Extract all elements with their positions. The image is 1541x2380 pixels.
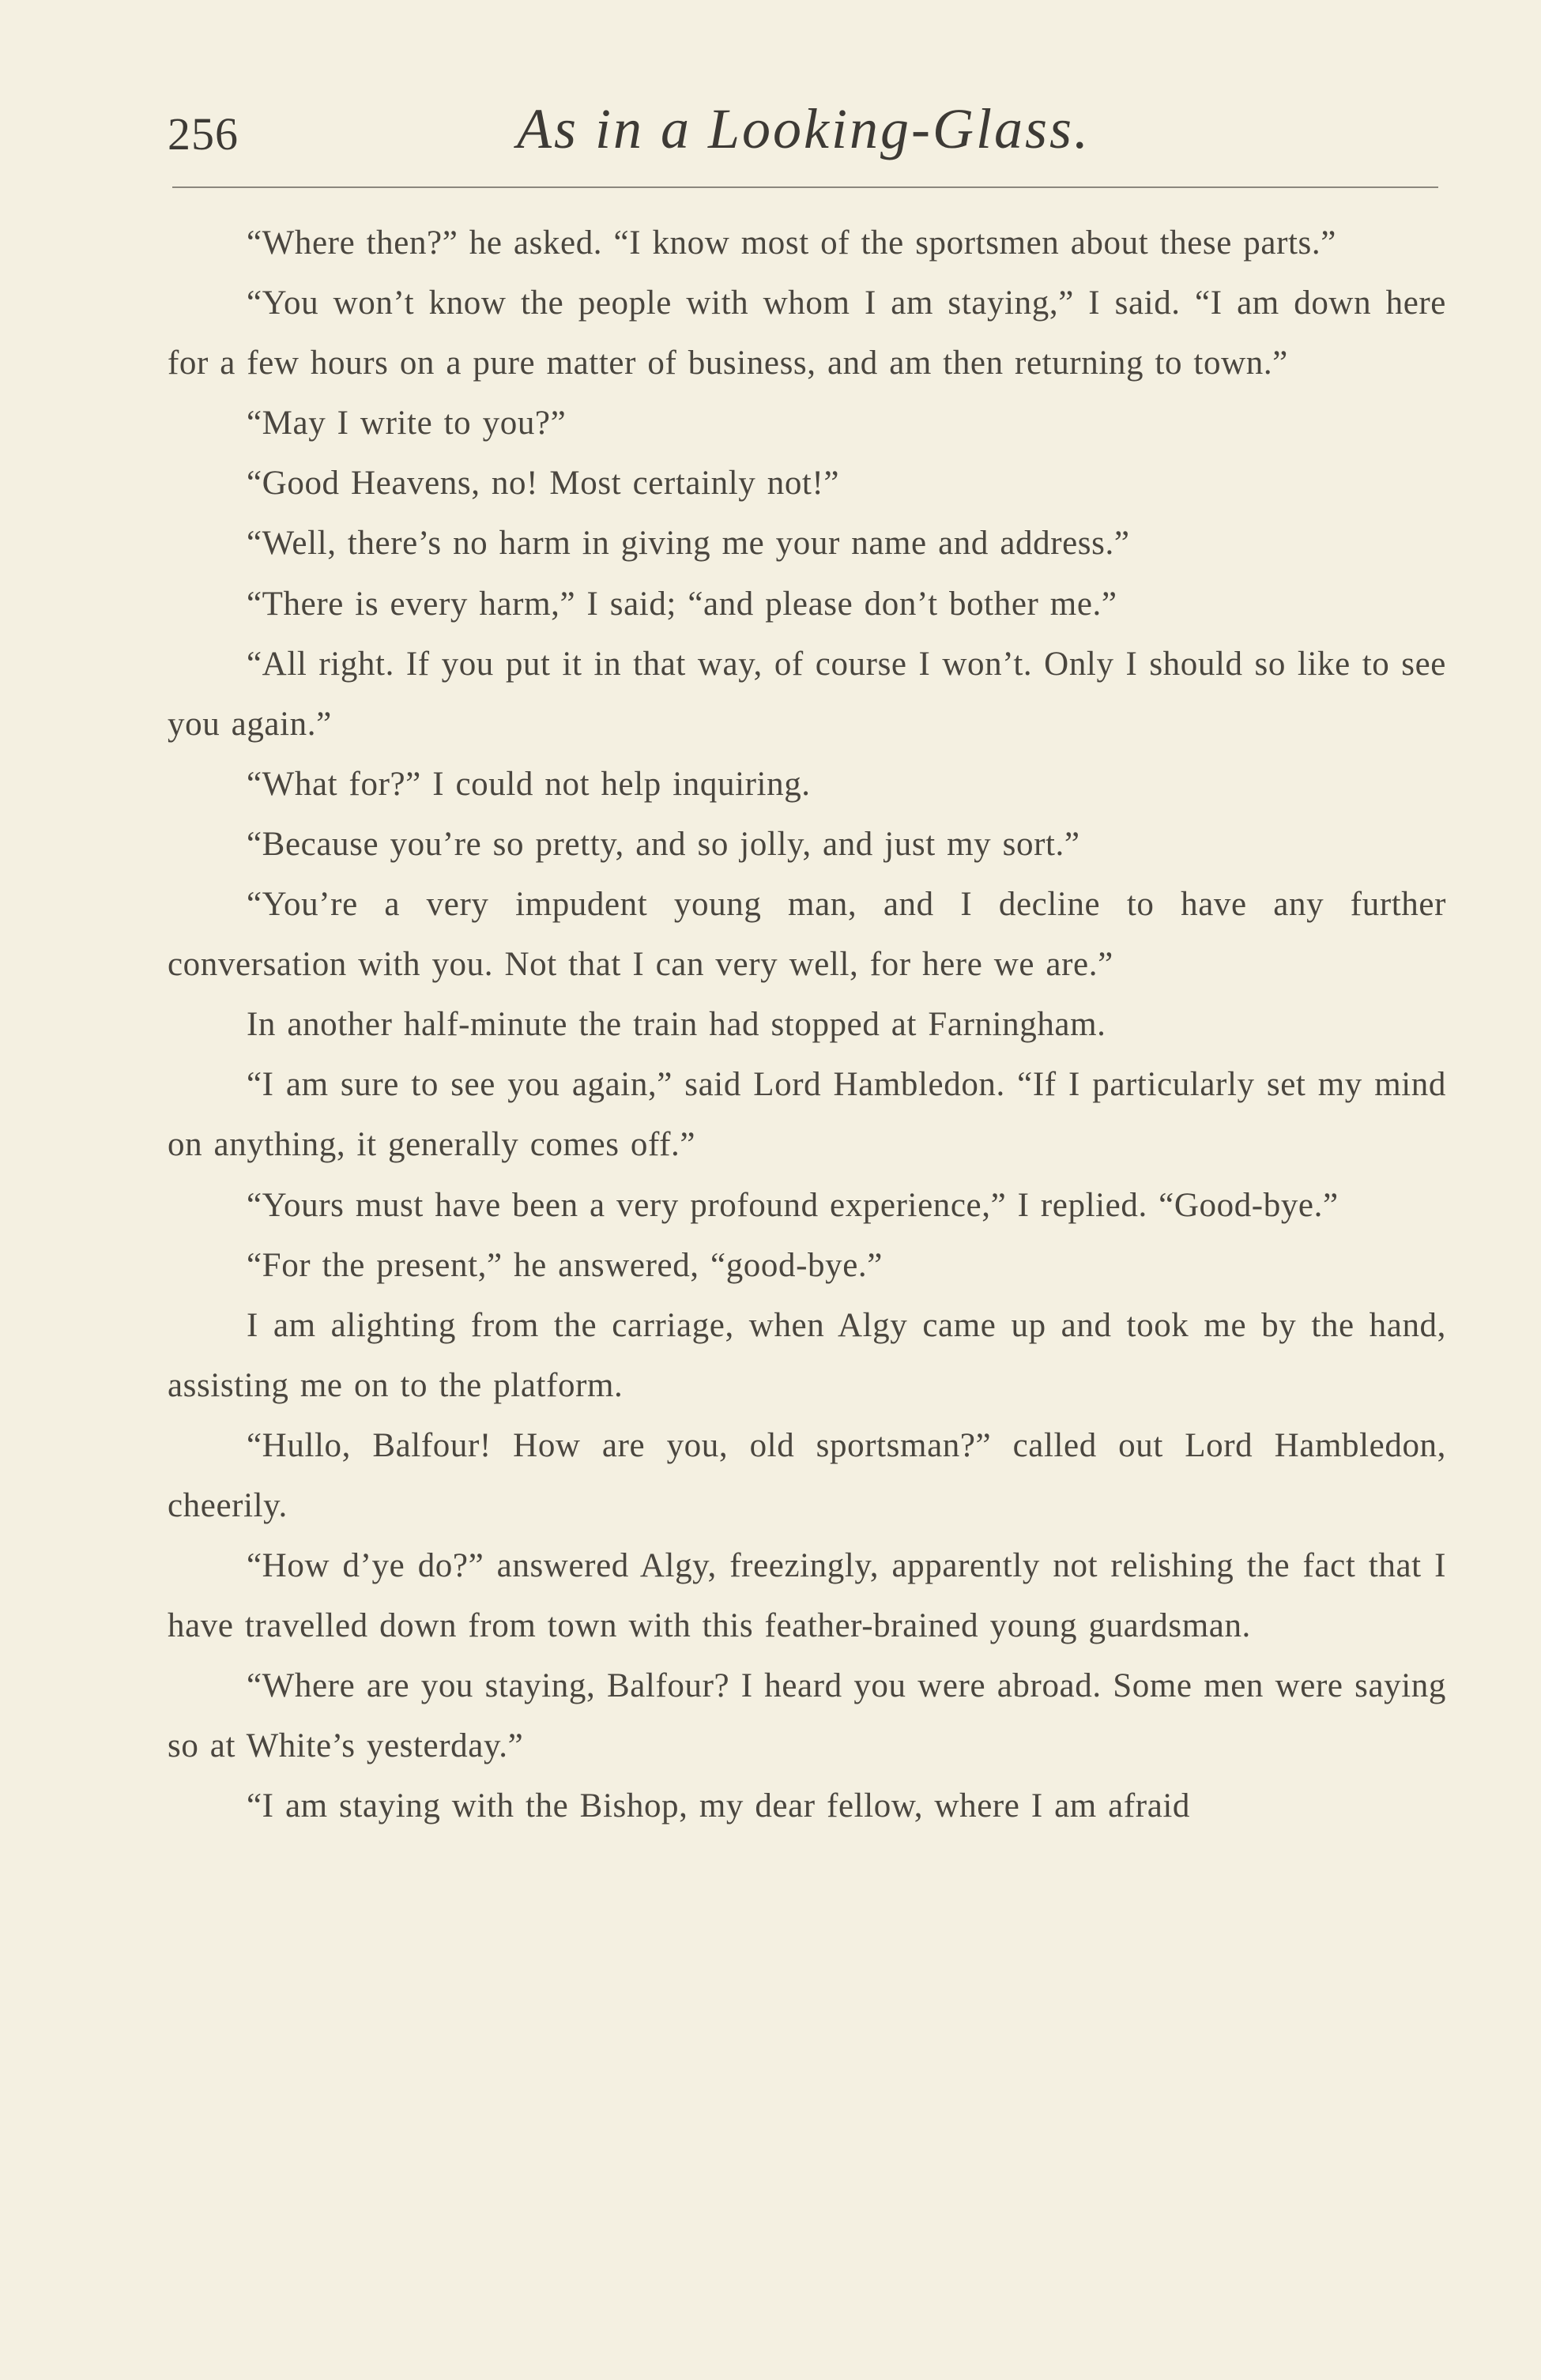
page-header <box>168 93 1440 172</box>
paragraph: “Good Heavens, no! Most certainly not!” <box>247 465 840 503</box>
paragraph: “How d’ye do?” answered Algy, freezingly, apparently not relishing the fact that I have travelled down from town with this feather-brained young guardsman. <box>168 1547 1446 1645</box>
page-number: 256 <box>168 108 239 160</box>
paragraph: “Because you’re so pretty, and so jolly, and just my sort.” <box>247 825 1080 863</box>
paragraph: “There is every harm,” I said; “and please don’t bother me.” <box>247 585 1117 623</box>
paragraph: “You won’t know the people with whom I am staying,” I said. “I am down here for a few hours on a pure matter of business, and am then returning to town.” <box>168 284 1446 382</box>
paragraph: In another half-minute the train had stopped at Farningham. <box>247 1006 1106 1044</box>
paragraph: “Hullo, Balfour! How are you, old sportsman?” called out Lord Hambledon, cheerily. <box>168 1426 1446 1524</box>
paragraph: I am alighting from the carriage, when Algy came up and took me by the hand, assisting me on to the platform. <box>168 1306 1446 1404</box>
paragraph: “Yours must have been a very profound experience,” I replied. “Good-bye.” <box>247 1186 1339 1224</box>
paragraph: “Where are you staying, Balfour? I heard you were abroad. Some men were saying so at White’s yesterday.” <box>168 1667 1446 1765</box>
paragraph: “For the present,” he answered, “good-bye.” <box>247 1246 883 1284</box>
header-rule <box>172 186 1438 188</box>
running-title: As in a Looking-Glass. <box>516 97 1091 160</box>
paragraph: “I am sure to see you again,” said Lord Hambledon. “If I particularly set my mind on anything, it generally comes off.” <box>168 1066 1446 1164</box>
paragraph: “What for?” I could not help inquiring. <box>247 765 811 803</box>
paragraph: “Well, there’s no harm in giving me your name and address.” <box>247 525 1130 563</box>
paragraph: “All right. If you put it in that way, of course I won’t. Only I should so like to see you again.” <box>168 645 1446 743</box>
paragraph: “May I write to you?” <box>247 405 567 442</box>
body-text <box>168 213 1446 1837</box>
paragraph: “I am staying with the Bishop, my dear fellow, where I am afraid <box>247 1787 1191 1825</box>
paragraph: “You’re a very impudent young man, and I decline to have any further conversation with you. Not that I can very well, for here we are.” <box>168 886 1446 984</box>
paragraph: “Where then?” he asked. “I know most of the sportsmen about these parts.” <box>247 224 1336 262</box>
